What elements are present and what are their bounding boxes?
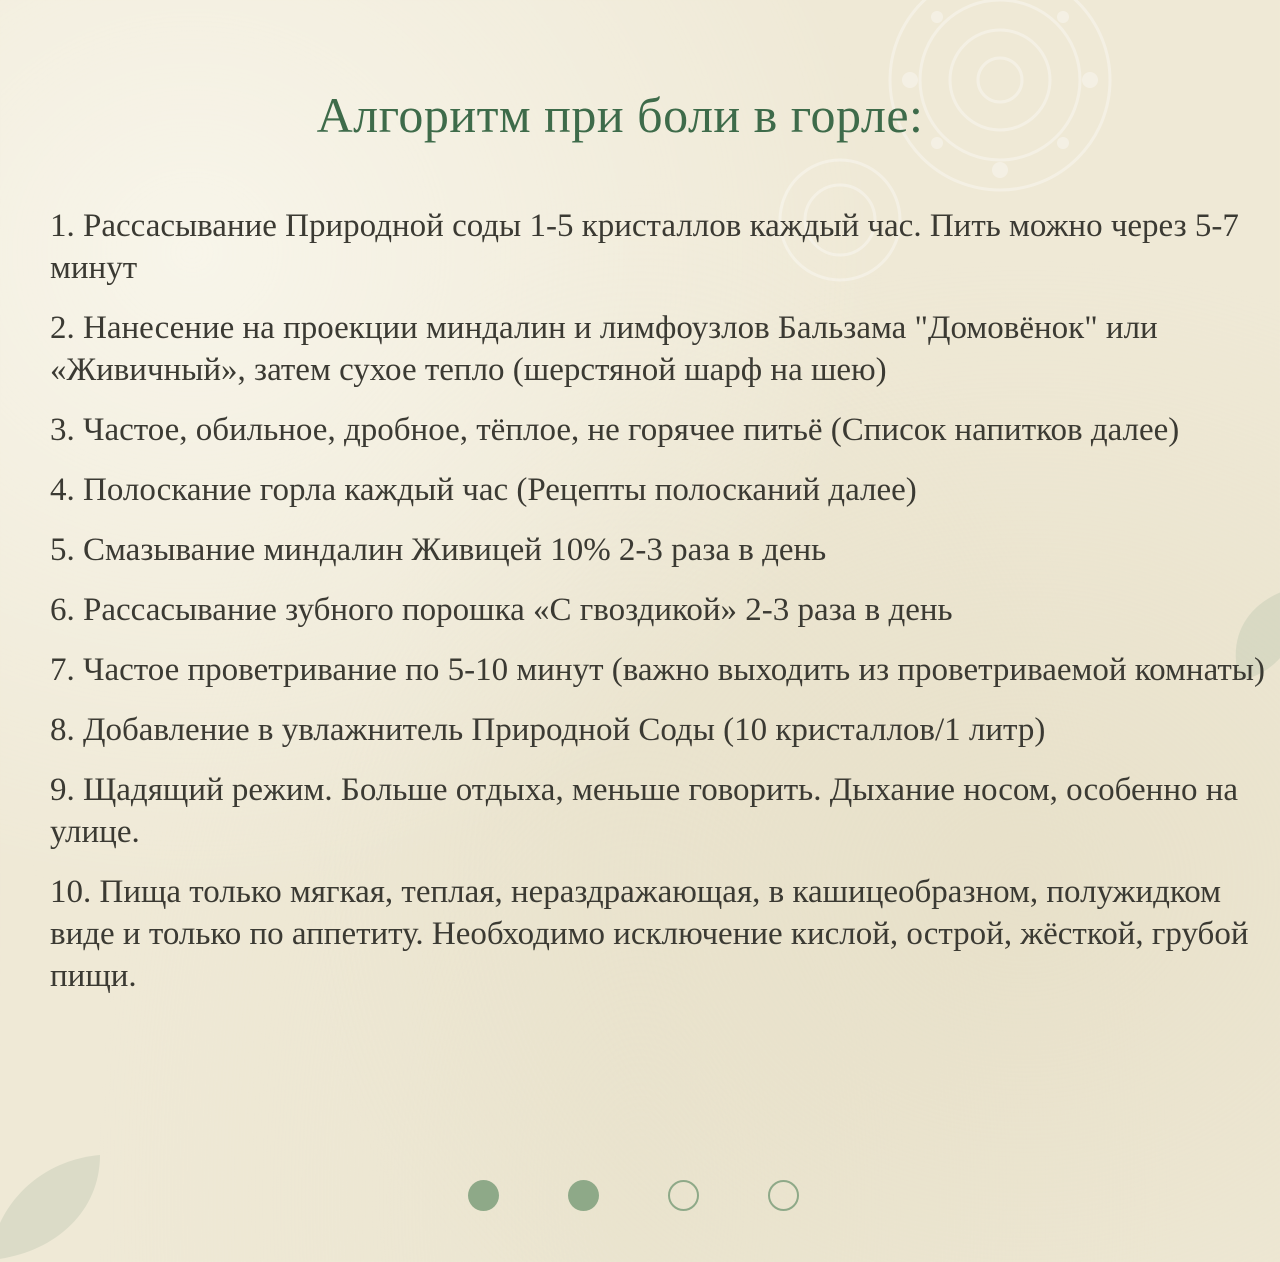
pagination-dot-1[interactable]	[468, 1180, 499, 1211]
pagination-dot-3[interactable]	[668, 1180, 699, 1211]
steps-list	[50, 205, 1265, 1015]
slide-pagination	[468, 1180, 799, 1211]
pagination-dot-2[interactable]	[568, 1180, 599, 1211]
page-title: Алгоритм при боли в горле:	[316, 87, 924, 143]
list-item: 6. Рассасывание зубного порошка «С гвоздикой» 2-3 раза в день	[50, 592, 953, 628]
list-item: 9. Щадящий режим. Больше отдыха, меньше говорить. Дыхание носом, особенно на улице.	[50, 772, 1239, 850]
pagination-dot-4[interactable]	[768, 1180, 799, 1211]
list-item: 2. Нанесение на проекции миндалин и лимфоузлов Бальзама "Домовёнок" или «Живичный», затем сухое тепло (шерстяной шарф на шею)	[50, 310, 1158, 388]
leaf-decoration-left	[0, 1150, 110, 1262]
list-item: 7. Частое проветривание по 5-10 минут (важно выходить из проветриваемой комнаты)	[50, 652, 1265, 688]
list-item: 5. Смазывание миндалин Живицей 10% 2-3 раза в день	[50, 532, 827, 568]
list-item: 4. Полоскание горла каждый час (Рецепты полосканий далее)	[50, 472, 917, 508]
list-item: 1. Рассасывание Природной соды 1-5 кристаллов каждый час. Пить можно через 5-7 минут	[50, 208, 1239, 286]
list-item: 8. Добавление в увлажнитель Природной Соды (10 кристаллов/1 литр)	[50, 712, 1046, 748]
list-item: 3. Частое, обильное, дробное, тёплое, не горячее питьё (Список напитков далее)	[50, 412, 1180, 448]
list-item: 10. Пища только мягкая, теплая, нераздражающая, в кашицеобразном, полужидком виде и только по аппетиту. Необходимо исключение кислой, острой, жёсткой, грубой пищи.	[50, 874, 1249, 994]
